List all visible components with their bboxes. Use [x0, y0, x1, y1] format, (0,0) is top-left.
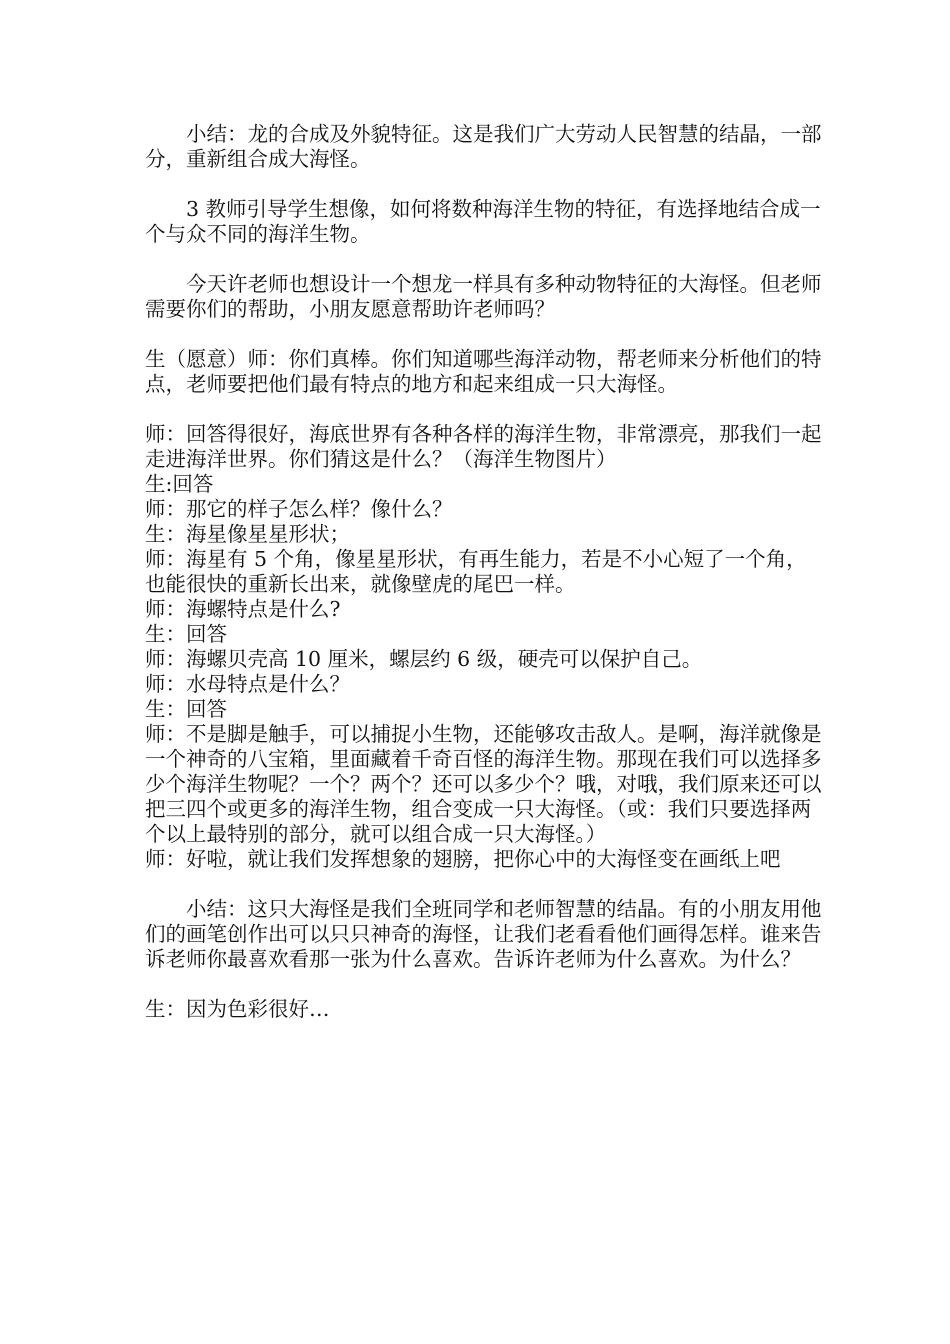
paragraph-student-starfish: 生：海星像星星形状；: [145, 522, 350, 546]
paragraph-teacher-intro: 今天许老师也想设计一个想龙一样具有多种动物特征的大海怪。但老师需要你们的帮助，小朋友愿意帮助许老师吗？: [145, 272, 822, 321]
paragraph-teacher-conch: 师：海螺贝壳高 10 厘米，螺层约 6 级，硬壳可以保护自己。: [145, 647, 703, 671]
paragraph-teacher-conch-question: 师：海螺特点是什么?: [145, 597, 341, 621]
paragraph-teacher-jellyfish: 师：不是脚是触手，可以捕捉小生物，还能够攻击敌人。是啊，海洋就像是一个神奇的八宝箱，里面藏着千奇百怪的海洋生物。那现在我们可以选择多少个海洋生物呢？一个？两个？还可以多少个？哦，对哦，我们原来还可以把三四个或更多的海洋生物，组合变成一只大海怪。（或：我们只要选择两个以上最特别的部分，就可以组合成一只大海怪。）: [145, 722, 822, 846]
paragraph-step-3: 3 教师引导学生想像，如何将数种海洋生物的特征，有选择地结合成一个与众不同的海洋生物。: [145, 197, 821, 246]
paragraph-teacher-starfish: 师：海星有 5 个角，像星星形状，有再生能力，若是不小心短了一个角，也能很快的重新长出来，就像壁虎的尾巴一样。: [145, 547, 807, 596]
paragraph-teacher-draw: 师：好啦，就让我们发挥想象的翅膀，把你心中的大海怪变在画纸上吧: [145, 847, 781, 871]
paragraph-teacher-question-shape: 师：那它的样子怎么样？像什么？: [145, 497, 453, 521]
paragraph-teacher-jellyfish-question: 师：水母特点是什么？: [145, 672, 350, 696]
paragraph-student-willing: 生（愿意）师：你们真棒。你们知道哪些海洋动物，帮老师来分析他们的特点，老师要把他们最有特点的地方和起来组成一只大海怪。: [145, 347, 822, 396]
paragraph-teacher-ocean: 师：回答得很好，海底世界有各种各样的海洋生物，非常漂亮，那我们一起走进海洋世界。你们猜这是什么？（海洋生物图片）: [145, 422, 822, 471]
paragraph-student-color: 生：因为色彩很好…: [145, 997, 330, 1021]
paragraph-student-answer-1: 生:回答: [145, 472, 214, 496]
paragraph-summary-monster: 小结：这只大海怪是我们全班同学和老师智慧的结晶。有的小朋友用他们的画笔创作出可以只只神奇的海怪，让我们老看看他们画得怎样。谁来告诉老师你最喜欢看那一张为什么喜欢。告诉许老师为什么喜欢。为什么？: [145, 897, 822, 971]
paragraph-student-answer-2: 生：回答: [145, 622, 227, 646]
paragraph-student-answer-3: 生：回答: [145, 697, 227, 721]
document-page: [145, 122, 825, 1022]
paragraph-summary-dragon: 小结：龙的合成及外貌特征。这是我们广大劳动人民智慧的结晶，一部分，重新组合成大海怪。: [145, 122, 822, 171]
